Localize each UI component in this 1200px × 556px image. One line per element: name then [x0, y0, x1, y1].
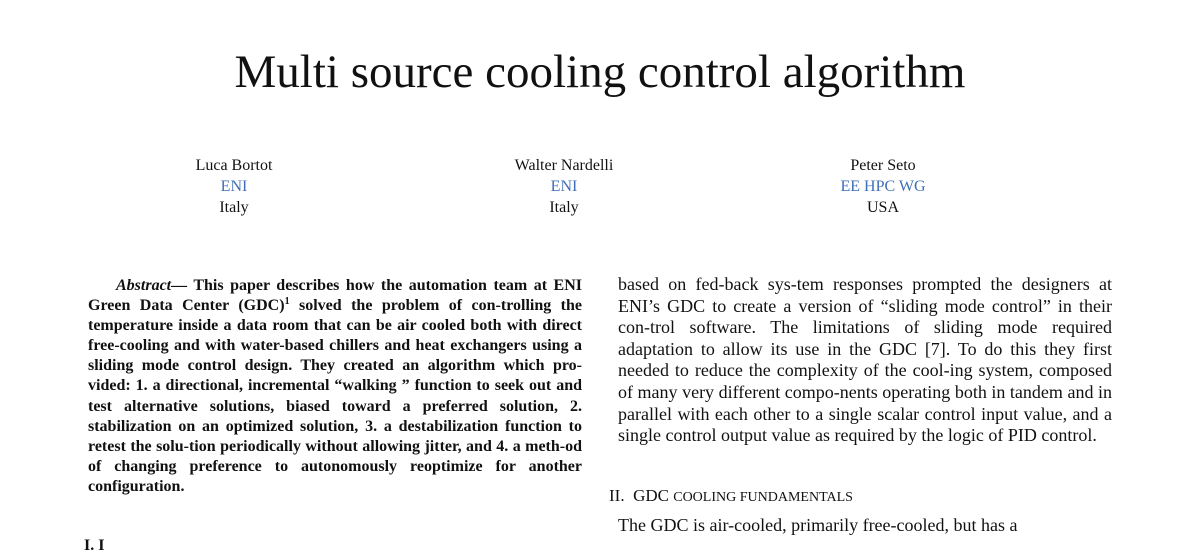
- author-country: Italy: [549, 199, 579, 216]
- paper-title: Multi source cooling control algorithm: [234, 46, 966, 98]
- author-block-3: [753, 155, 1013, 218]
- author-country: Italy: [219, 199, 249, 216]
- footnote-marker: 1: [284, 296, 290, 308]
- author-affiliation: ENI: [220, 178, 248, 195]
- cut-off-section-heading: I. I: [84, 537, 105, 554]
- abstract-heading: Abstract—: [116, 277, 188, 294]
- author-name: Walter Nardelli: [514, 157, 614, 174]
- author-name: Peter Seto: [850, 157, 916, 174]
- author-country: USA: [866, 199, 899, 216]
- author-block-2: [434, 155, 694, 218]
- section-heading: [609, 485, 1109, 508]
- author-block-1: [104, 155, 364, 218]
- abstract-paragraph: [88, 276, 582, 497]
- section-body-text: The GDC is air-cooled, primarily free-cooled, but has a: [618, 515, 1018, 535]
- section-title-lead: GDC: [633, 486, 669, 505]
- body-paragraph: based on fed-back sys-tem responses prompted the designers at ENI’s GDC to create a version of “sliding mode control” in their con-trol software. The limitations of sliding mode required adaptation to allow its use in the GDC [7]. To do this they first needed to reduce the complexity of the cool-ing system, composed of many very different compo-nents operating both in tandem and in parallel with each other to a single scalar control input value, and a single control output value as required by the logic of PID control.: [618, 274, 1112, 446]
- abstract-text-part-1: This paper describes how the automation team at ENI Green Data Center (GDC): [88, 277, 582, 315]
- author-name: Luca Bortot: [195, 157, 273, 174]
- abstract-text-part-2: solved the problem of con-trolling the temperature inside a data room that can be air cooled both with direct free-cooling and with water-based chillers and heat exchangers using a sliding mode control design. They created an algorithm which pro-vided: 1. a directional, incremental “walking ” function to seek out and test alternative solutions, biased toward a preferred solution, 2. stabilization on an optimized solution, 3. a destabilization function to retest the solu-tion periodically without allowing jitter, and 4. a meth-od of changing preference to autonomously reoptimize for another configuration.: [88, 297, 583, 495]
- section-title-rest: COOLING FUNDAMENTALS: [673, 490, 853, 505]
- section-number: II.: [609, 486, 625, 505]
- author-affiliation: ENI: [550, 178, 578, 195]
- author-affiliation: EE HPC WG: [840, 178, 926, 195]
